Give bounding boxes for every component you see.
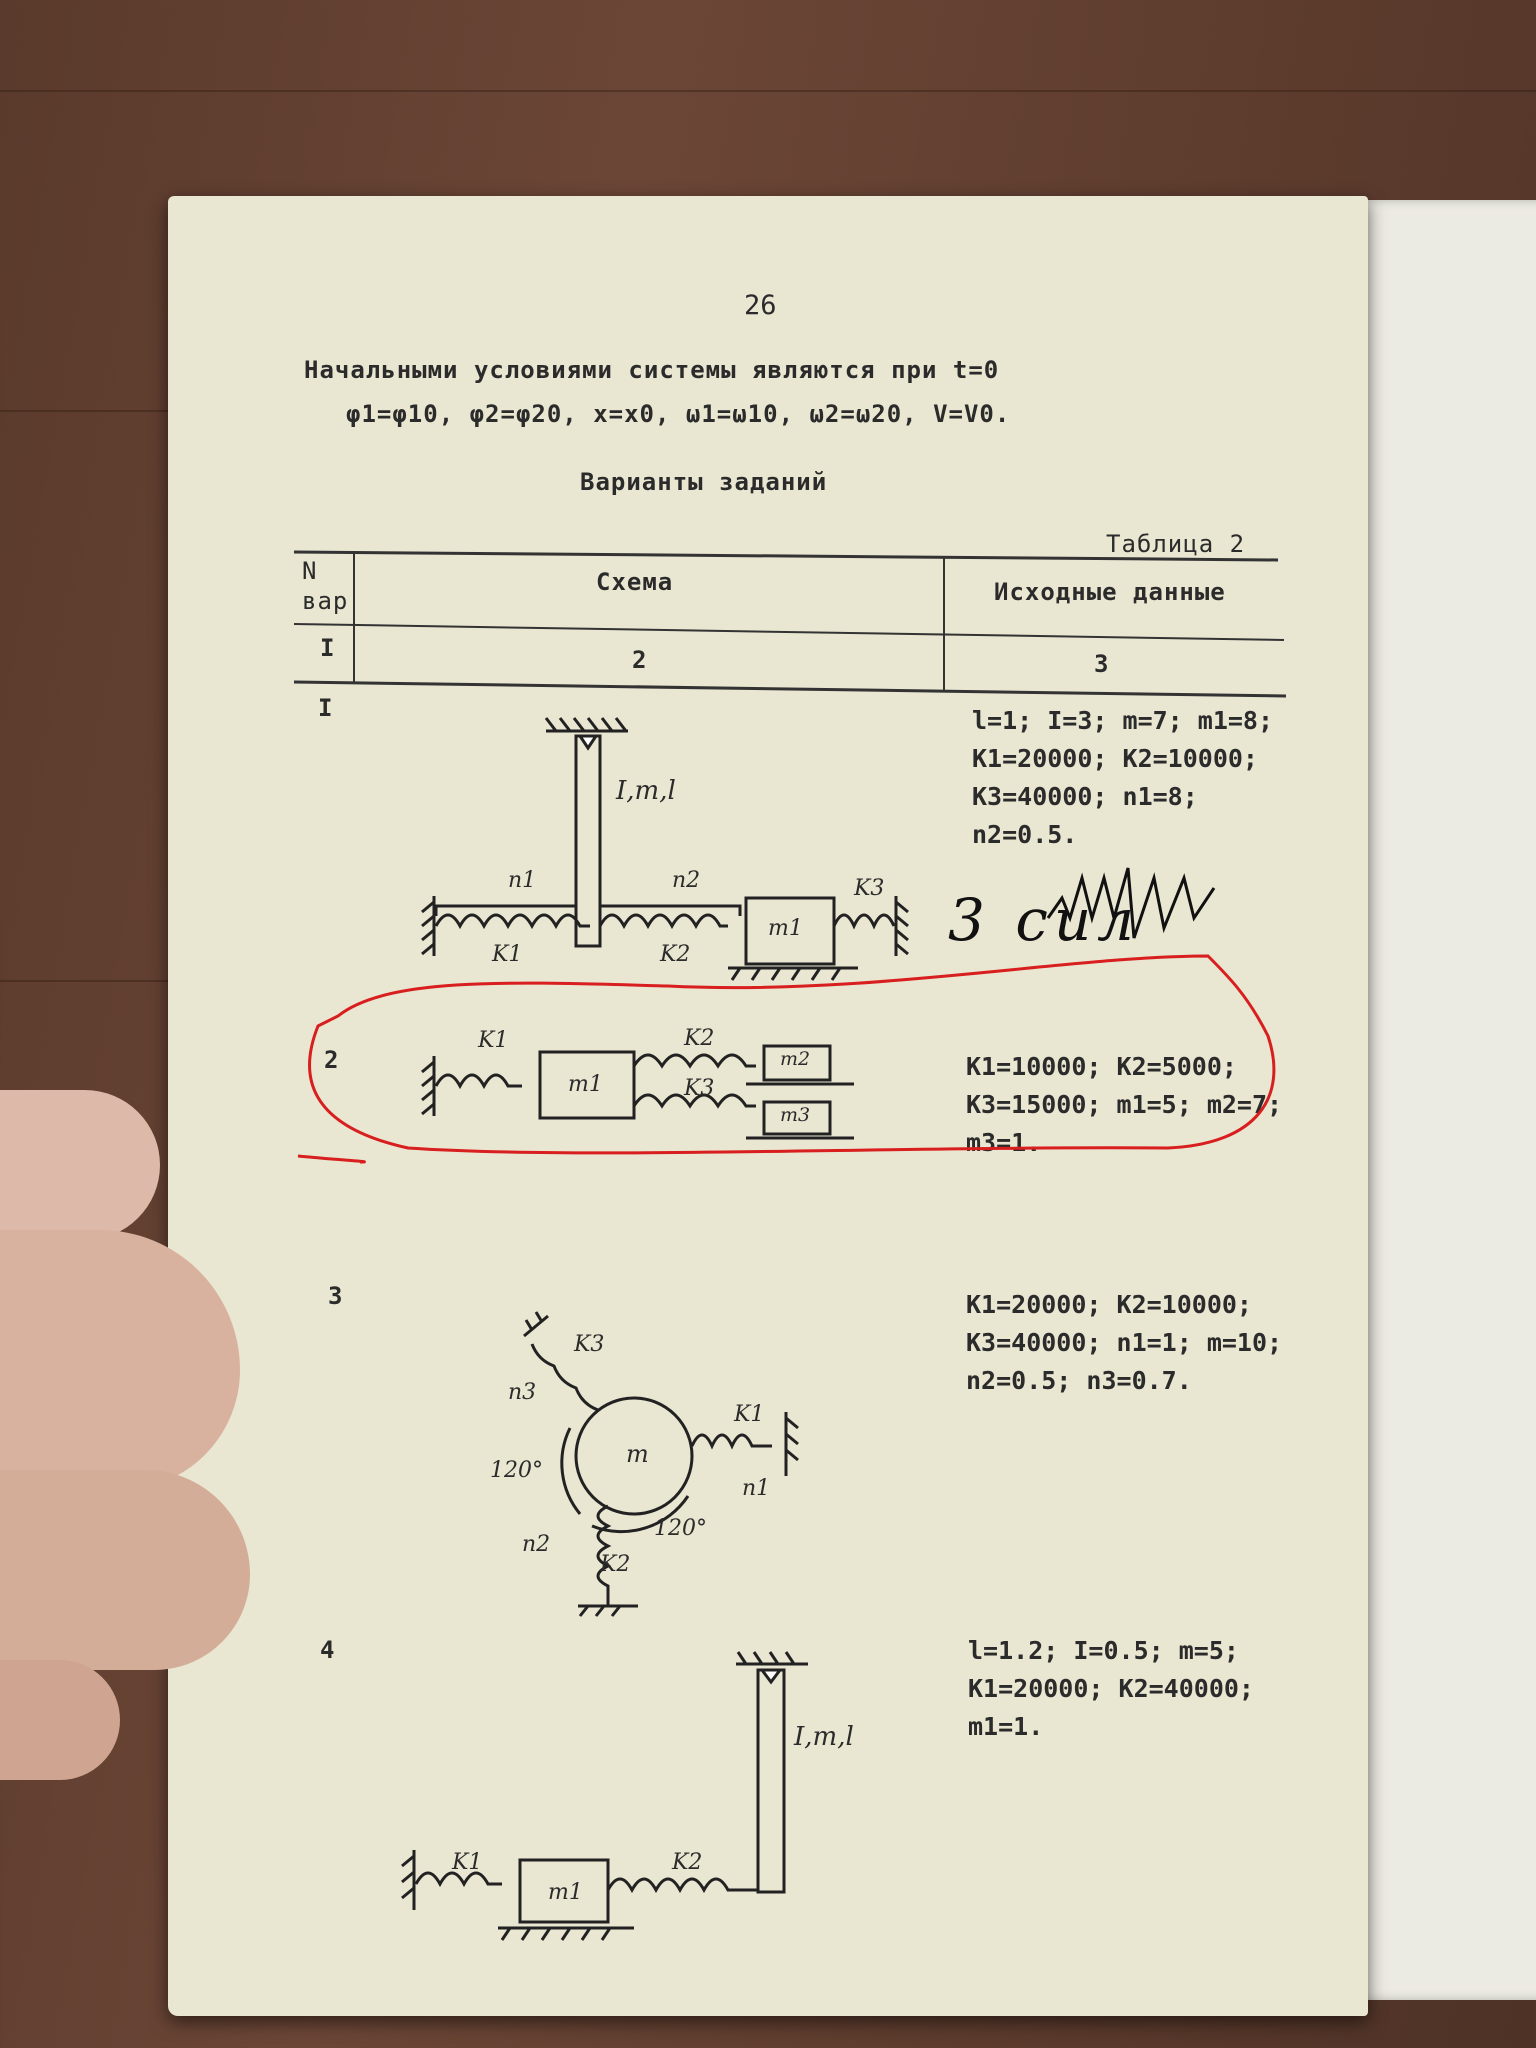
scheme-label: K3	[854, 876, 885, 901]
variant-number: 2	[324, 1046, 340, 1074]
scheme-label: I,m,l	[616, 776, 676, 806]
scheme-label: K3	[574, 1332, 605, 1357]
col-header-data: Исходные данные	[994, 578, 1226, 606]
variant-data: K1=10000; K2=5000; K3=15000; m1=5; m2=7; m3=1.	[966, 1052, 1283, 1157]
section-title: Варианты заданий	[580, 468, 828, 496]
scheme-label: n2	[672, 868, 701, 893]
scheme-label: n2	[522, 1532, 551, 1557]
scheme-label: m2	[780, 1048, 811, 1070]
intro-line-1: Начальными условиями системы являются при t=0	[304, 356, 1000, 384]
variant-number: I	[318, 694, 334, 722]
finger	[0, 1090, 160, 1240]
variant-number: 3	[328, 1282, 344, 1310]
scheme-label: 120°	[654, 1516, 707, 1541]
intro-line-2: φ1=φ10, φ2=φ20, x=x0, ω1=ω10, ω2=ω20, V=V0.	[346, 400, 1011, 428]
scheme-label: m1	[768, 916, 803, 941]
finger	[0, 1470, 250, 1670]
col-header-scheme: Схема	[596, 568, 674, 596]
scheme-label: K2	[600, 1552, 631, 1577]
page-number: 26	[744, 290, 777, 321]
col-number-2: 2	[632, 646, 648, 674]
scheme-label: n1	[508, 868, 537, 893]
scheme-label: I,m,l	[794, 1722, 854, 1752]
scheme-label: K1	[478, 1028, 509, 1053]
variant-data: l=1; I=3; m=7; m1=8; K1=20000; K2=10000; K3=40000; n1=8; n2=0.5.	[972, 706, 1274, 849]
scheme-label: K1	[734, 1402, 765, 1427]
scheme-label: n3	[508, 1380, 537, 1405]
scheme-label: n1	[742, 1476, 771, 1501]
finger	[0, 1660, 120, 1780]
col-number-3: 3	[1094, 650, 1110, 678]
col-header-variant: N вар	[302, 557, 349, 615]
scheme-label: m3	[780, 1104, 811, 1126]
scheme-label: m1	[548, 1880, 583, 1905]
variant-data: K1=20000; K2=10000; K3=40000; n1=1; m=10; n2=0.5; n3=0.7.	[966, 1290, 1283, 1395]
handwritten-note: 3 сил	[948, 886, 1141, 954]
facing-page	[1368, 200, 1536, 2000]
scheme-label: m1	[568, 1072, 603, 1097]
variant-number: 4	[320, 1636, 336, 1664]
scheme-label: K2	[684, 1026, 715, 1051]
book-page	[168, 196, 1368, 2016]
scheme-label: K2	[672, 1850, 703, 1875]
scheme-label: K1	[492, 942, 523, 967]
col-number-1: I	[320, 634, 336, 662]
handwriting-scribble	[168, 196, 1368, 2016]
table-caption: Таблица 2	[1106, 530, 1246, 558]
scheme-label: m	[626, 1440, 649, 1468]
variant-data: l=1.2; I=0.5; m=5; K1=20000; K2=40000; m1=1.	[968, 1636, 1254, 1741]
scheme-label: 120°	[490, 1458, 543, 1483]
scheme-label: K2	[660, 942, 691, 967]
scheme-label: K1	[452, 1850, 483, 1875]
scheme-label: K3	[684, 1076, 715, 1101]
